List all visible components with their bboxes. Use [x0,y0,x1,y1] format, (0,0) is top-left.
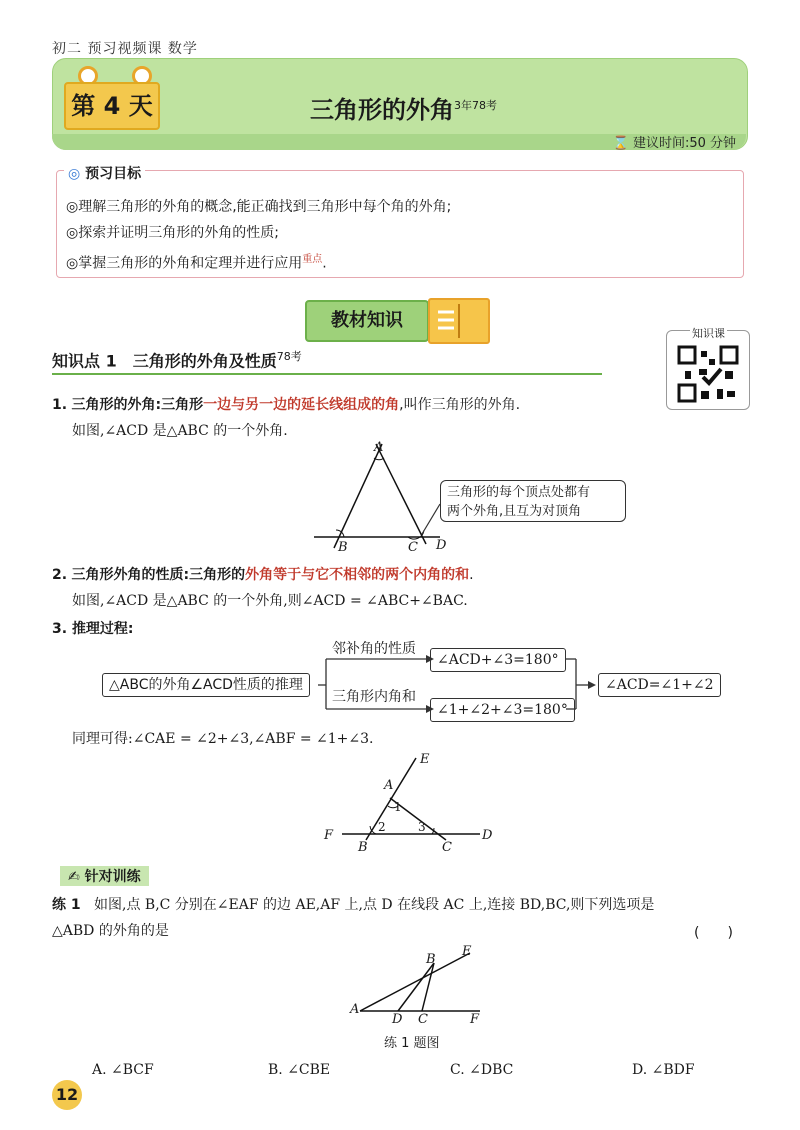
label-A: A [374,440,384,455]
qr-label: 知识课 [692,327,725,340]
label-C: C [408,540,418,555]
question-number: 练 1 [52,897,81,913]
series-label: 初二 预习视频课 数学 [52,41,198,57]
label-C: C [418,1012,428,1027]
flow-root: △ABC的外角∠ACD性质的推理 [102,673,310,697]
label-B: B [338,540,348,555]
label-B: B [358,840,368,855]
angle-1: 1 [394,800,402,814]
goal-item: ◎探索并证明三角形的外角的性质; [66,225,279,241]
angle-2: 2 [378,820,386,834]
label-E: E [420,752,430,767]
figure-1 [300,440,450,555]
label-D: D [436,538,447,553]
flow-result: ∠ACD=∠1+∠2 [598,673,721,697]
goal-item: ◎理解三角形的外角的概念,能正确找到三角形中每个角的外角; [66,199,452,215]
point-1: 1. 三角形的外角:三角形一边与另一边的延长线组成的角,叫作三角形的外角. [52,397,521,413]
suggested-time: ⌛ 建议时间:50 分钟 [612,136,736,151]
option-d[interactable]: D. ∠BDF [632,1062,695,1078]
day-badge: 第 4 天 [64,82,160,130]
question-text: 如图,点 B,C 分别在∠EAF 的边 AE,AF 上,点 D 在线段 AC 上,连接 BD,BC,则下列选项是 [94,897,655,913]
page-number: 12 [52,1080,82,1110]
divider [52,373,602,375]
label-D: D [482,828,493,843]
label-A: A [350,1002,360,1017]
label-C: C [442,840,452,855]
target-icon: ◎ [68,166,81,182]
option-a[interactable]: A. ∠BCF [92,1062,154,1078]
answer-paren[interactable]: ( ) [694,925,733,941]
book-icon [428,298,490,344]
flow-branch-2-label: 三角形内角和 [332,689,416,705]
goal-item: ◎掌握三角形的外角和定理并进行应用$^{重点}$. [66,254,327,272]
point-2: 2. 三角形外角的性质:三角形的外角等于与它不相邻的两个内角的和. [52,567,474,583]
option-c[interactable]: C. ∠DBC [450,1062,514,1078]
pencil-icon: ✍ [68,869,80,885]
lesson-title: 三角形的外角$^{3年78考}$ [310,96,497,124]
label-F: F [470,1012,480,1027]
point-1-example: 如图,∠ACD 是△ABC 的一个外角. [72,423,288,439]
label-A: A [384,778,394,793]
question-text-2: △ABD 的外角的是 [52,923,169,939]
point-3: 3. 推理过程: [52,621,134,637]
figure-caption: 练 1 题图 [384,1036,440,1051]
hourglass-icon: ⌛ [612,136,629,151]
flow-branch-1-label: 邻补角的性质 [332,641,416,657]
goals-heading: ◎ 预习目标 [64,163,145,183]
option-b[interactable]: B. ∠CBE [268,1062,331,1078]
figure-2 [330,750,500,850]
point-2-example: 如图,∠ACD 是△ABC 的一个外角,则∠ACD = ∠ABC+∠BAC. [72,593,468,609]
flow-branch-2-box: ∠1+∠2+∠3=180° [430,698,575,722]
flow-branch-1-box: ∠ACD+∠3=180° [430,648,566,672]
knowledge-point-title: 知识点 1 三角形的外角及性质$^{78考}$ [52,350,302,371]
angle-3: 3 [418,820,426,834]
callout-note: 三角形的每个顶点处都有 两个外角,且互为对顶角 [440,480,626,522]
section-label: 教材知识 [305,300,429,342]
label-F: F [324,828,334,843]
similar-result: 同理可得:∠CAE = ∠2+∠3,∠ABF = ∠1+∠3. [72,731,374,747]
qr-code[interactable] [666,330,750,410]
label-B: B [426,952,436,967]
training-heading: ✍ 针对训练 [60,866,149,886]
label-D: D [392,1012,403,1027]
label-E: E [462,944,472,959]
